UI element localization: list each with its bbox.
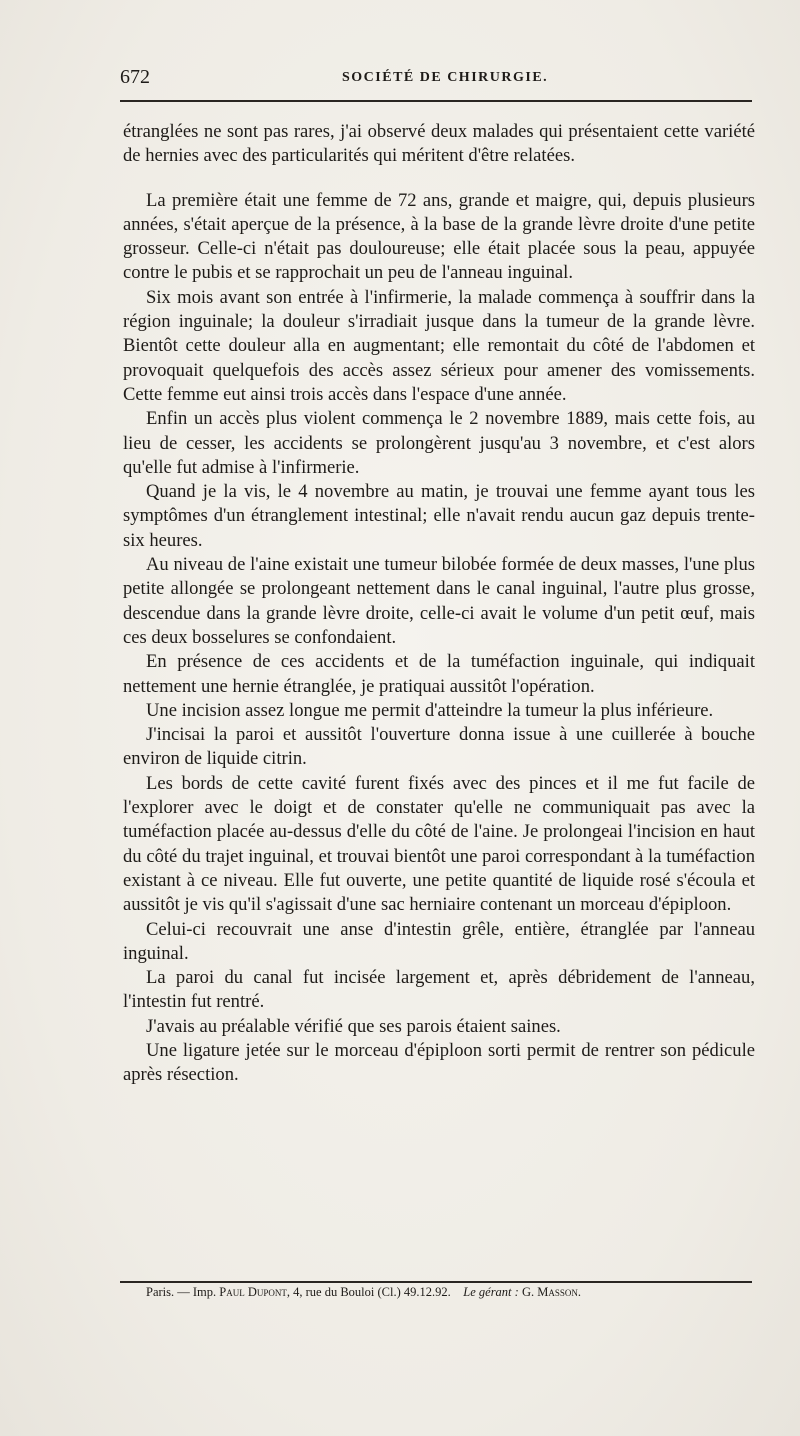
imprint-printer-name: Paul Dupont [219,1285,287,1299]
paragraph: Les bords de cette cavité furent fixés avec des pinces et il me fut facile de l'explorer avec le doigt et de constater qu'elle ne communiquait pas avec la tuméfaction placée au-dessus d'elle du côté de l'aine. Je prolongeai l'incision en haut du côté du trajet inguinal, et trouvai bientôt une paroi correspondant à la tuméfaction existant à ce niveau. Elle fut ouverte, une petite quantité de liquide rosé s'écoula et aussitôt je vis qu'il s'agissait d'une sac herniaire contenant un morceau d'épiploon. [123,772,755,916]
body-text [123,120,755,1088]
header-rule [120,100,752,102]
paragraph: Celui-ci recouvrait une anse d'intestin grêle, entière, étranglée par l'anneau inguinal. [123,918,755,964]
printer-imprint [146,1285,766,1300]
paragraph: La première était une femme de 72 ans, grande et maigre, qui, depuis plusieurs années, s'était aperçue de la présence, à la base de la grande lèvre droite d'une petite grosseur. Celle-ci n'était pas douloureuse; elle était placée sous la peau, appuyée contre le pubis et se rapprochait un peu de l'anneau inguinal. [123,189,755,284]
imprint-manager-name: G. Masson. [521,1285,581,1299]
paragraph: Enfin un accès plus violent commença le 2 novembre 1889, mais cette fois, au lieu de cesser, les accidents se prolongèrent jusqu'au 3 novembre, et c'est alors qu'elle fut admise à l'infirmerie. [123,408,755,478]
paragraph: Quand je la vis, le 4 novembre au matin, je trouvai une femme ayant tous les symptômes d'un étranglement intestinal; elle n'avait rendu aucun gaz depuis trente-six heures. [123,481,755,551]
paragraph-continued: étranglées ne sont pas rares, j'ai observé deux malades qui présentaient cette variété de hernies avec des particularités qui méritent d'être relatées. [123,121,755,167]
footer-rule [120,1281,752,1283]
imprint-printer-prefix: Imp. [192,1285,217,1299]
paragraph: J'incisai la paroi et aussitôt l'ouverture donna issue à une cuillerée à bouche environ de liquide citrin. [123,724,755,770]
paragraph: La paroi du canal fut incisée largement et, après débridement de l'anneau, l'intestin fut rentré. [123,967,755,1013]
journal-title: SOCIÉTÉ DE CHIRURGIE. [342,70,549,85]
paragraph: J'avais au préalable vérifié que ses parois étaient saines. [146,1015,561,1037]
running-head [120,66,750,90]
imprint-address: , 4, rue du Bouloi (Cl.) 49.12.92. [286,1285,451,1299]
paragraph: En présence de ces accidents et de la tuméfaction inguinale, qui indiquait nettement une hernie étranglée, je pratiquai aussitôt l'opération. [123,651,755,697]
page-number: 672 [120,66,150,88]
imprint-manager-label: Le gérant : [463,1285,519,1299]
paragraph: Au niveau de l'aine existait une tumeur bilobée formée de deux masses, l'une plus petite allongée se prolongeant nettement dans le canal inguinal, l'autre plus grosse, descendue dans la grande lèvre droite, celle-ci avait le volume d'un petit œuf, mais ces deux bosselures se confondaient. [123,554,755,648]
paragraph: Six mois avant son entrée à l'infirmerie, la malade commença à souffrir dans la région inguinale; la douleur s'irradiait jusque dans la tumeur de la grande lèvre. Bientôt cette douleur alla en augmentant; elle remontait du côté de l'abdomen et provoquait quelquefois des accès assez sérieux pour amener des vomissements. Cette femme eut ainsi trois accès dans l'espace d'une année. [123,286,755,405]
paragraph: Une incision assez longue me permit d'atteindre la tumeur la plus inférieure. [146,699,714,721]
imprint-city: Paris. [146,1285,175,1299]
imprint-dash: — [177,1285,190,1299]
paragraph: Une ligature jetée sur le morceau d'épiploon sorti permit de rentrer son pédicule après résection. [123,1039,755,1086]
